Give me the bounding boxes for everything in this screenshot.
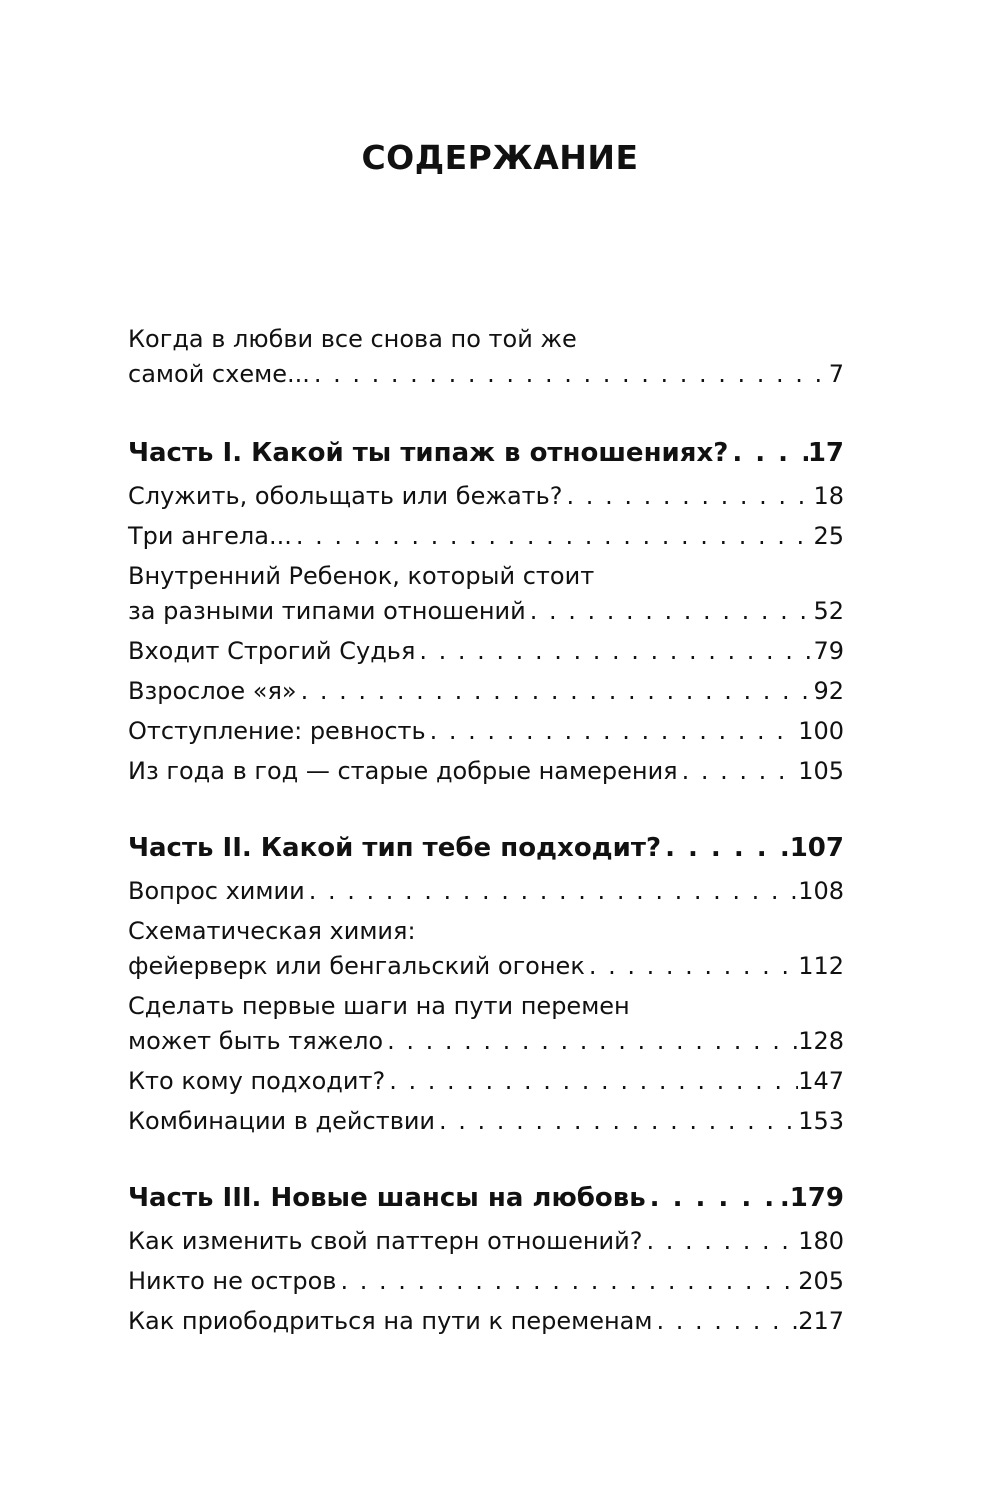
dot-leader [661, 831, 780, 866]
toc-entry[interactable] [128, 914, 844, 984]
toc-part-1[interactable] [128, 436, 844, 471]
toc-entry-page: 217 [798, 1307, 844, 1335]
toc-entry-text: за разными типами отношений [128, 597, 526, 625]
part-page: .107 [779, 833, 844, 863]
dot-leader [585, 949, 798, 984]
toc-entry[interactable] [128, 479, 844, 514]
toc-entry[interactable] [128, 754, 844, 789]
dot-leader [415, 634, 813, 669]
toc-entry-text: Отступление: ревность [128, 717, 426, 745]
toc-entry-page: 92 [813, 677, 844, 705]
toc-entry[interactable] [128, 1264, 844, 1299]
dot-leader [292, 519, 814, 554]
dot-leader [297, 674, 814, 709]
toc-entry-line1: Когда в любви все снова по той же [128, 325, 577, 353]
toc-entry[interactable] [128, 714, 844, 749]
dot-leader [383, 1024, 798, 1059]
toc-entry-page: 205 [798, 1267, 844, 1295]
dot-leader [385, 1064, 798, 1099]
page-title: СОДЕРЖАНИЕ [361, 138, 639, 177]
toc-entry-page: 112 [798, 952, 844, 980]
toc-entry-text: Входит Строгий Судья [128, 637, 416, 665]
dot-leader [435, 1104, 798, 1139]
toc-entry-text: Вопрос химии [128, 877, 305, 905]
dot-leader [305, 874, 799, 909]
toc-part-2[interactable] [128, 831, 844, 866]
dot-leader [426, 714, 799, 749]
toc-entry-text: Как изменить свой паттерн отношений? [128, 1227, 643, 1255]
dot-leader [310, 357, 829, 392]
toc-entry-page: 147 [798, 1067, 844, 1095]
dot-leader [642, 1224, 798, 1259]
toc-entry[interactable] [128, 1104, 844, 1139]
toc-entry-text: Три ангела... [128, 522, 292, 550]
toc-entry-page: 79 [813, 637, 844, 665]
toc-entry-text: Взрослое «я» [128, 677, 297, 705]
toc-part-3[interactable] [128, 1181, 844, 1216]
dot-leader [526, 594, 814, 629]
toc-entry-text: самой схеме... [128, 360, 310, 388]
toc-entry-page: 128 [798, 1027, 844, 1055]
part-page: .179 [779, 1183, 844, 1213]
toc-entry-text: может быть тяжело [128, 1027, 384, 1055]
toc-entry-text: Кто кому подходит? [128, 1067, 386, 1095]
toc-entry[interactable] [128, 1224, 844, 1259]
dot-leader [646, 1181, 780, 1216]
toc-entry-page: 100 [798, 717, 844, 745]
toc-entry-text: фейерверк или бенгальский огонек [128, 952, 585, 980]
toc-entry-text: Служить, обольщать или бежать? [128, 482, 563, 510]
toc-entry-page: 7 [828, 360, 844, 388]
part-title: Часть II. Какой тип тебе подходит? [128, 833, 662, 863]
toc-entry-intro[interactable] [128, 322, 844, 392]
part-page: 17 [807, 438, 844, 468]
toc-entry-page: 108 [798, 877, 844, 905]
toc-entry-line1: Сделать первые шаги на пути перемен [128, 992, 630, 1020]
part-title: Часть I. Какой ты типаж в отношениях? [128, 438, 729, 468]
toc-entry[interactable] [128, 989, 844, 1059]
dot-leader [336, 1264, 798, 1299]
toc-entry[interactable] [128, 874, 844, 909]
toc-entry-page: 105 [798, 757, 844, 785]
toc-entry-line1: Схематическая химия: [128, 917, 416, 945]
toc-entry-text: Из года в год — старые добрые намерения [128, 757, 678, 785]
toc-entry-page: 180 [798, 1227, 844, 1255]
toc-entry-page: 153 [798, 1107, 844, 1135]
toc-entry[interactable] [128, 674, 844, 709]
dot-leader [728, 436, 808, 471]
toc-entry-page: 18 [813, 482, 844, 510]
toc-entry-text: Комбинации в действии [128, 1107, 436, 1135]
dot-leader [652, 1304, 798, 1339]
toc-entry[interactable] [128, 634, 844, 669]
toc-entry[interactable] [128, 519, 844, 554]
toc-entry-page: 25 [813, 522, 844, 550]
part-title: Часть III. Новые шансы на любовь [128, 1183, 646, 1213]
toc-entry-page: 52 [813, 597, 844, 625]
toc-entry[interactable] [128, 559, 844, 629]
toc-entry-text: Как приободриться на пути к переменам [128, 1307, 653, 1335]
toc-entry[interactable] [128, 1064, 844, 1099]
dot-leader [563, 479, 814, 514]
table-of-contents [128, 322, 844, 1344]
toc-entry[interactable] [128, 1304, 844, 1339]
toc-entry-line1: Внутренний Ребенок, который стоит [128, 562, 595, 590]
dot-leader [678, 754, 799, 789]
toc-entry-text: Никто не остров [128, 1267, 337, 1295]
